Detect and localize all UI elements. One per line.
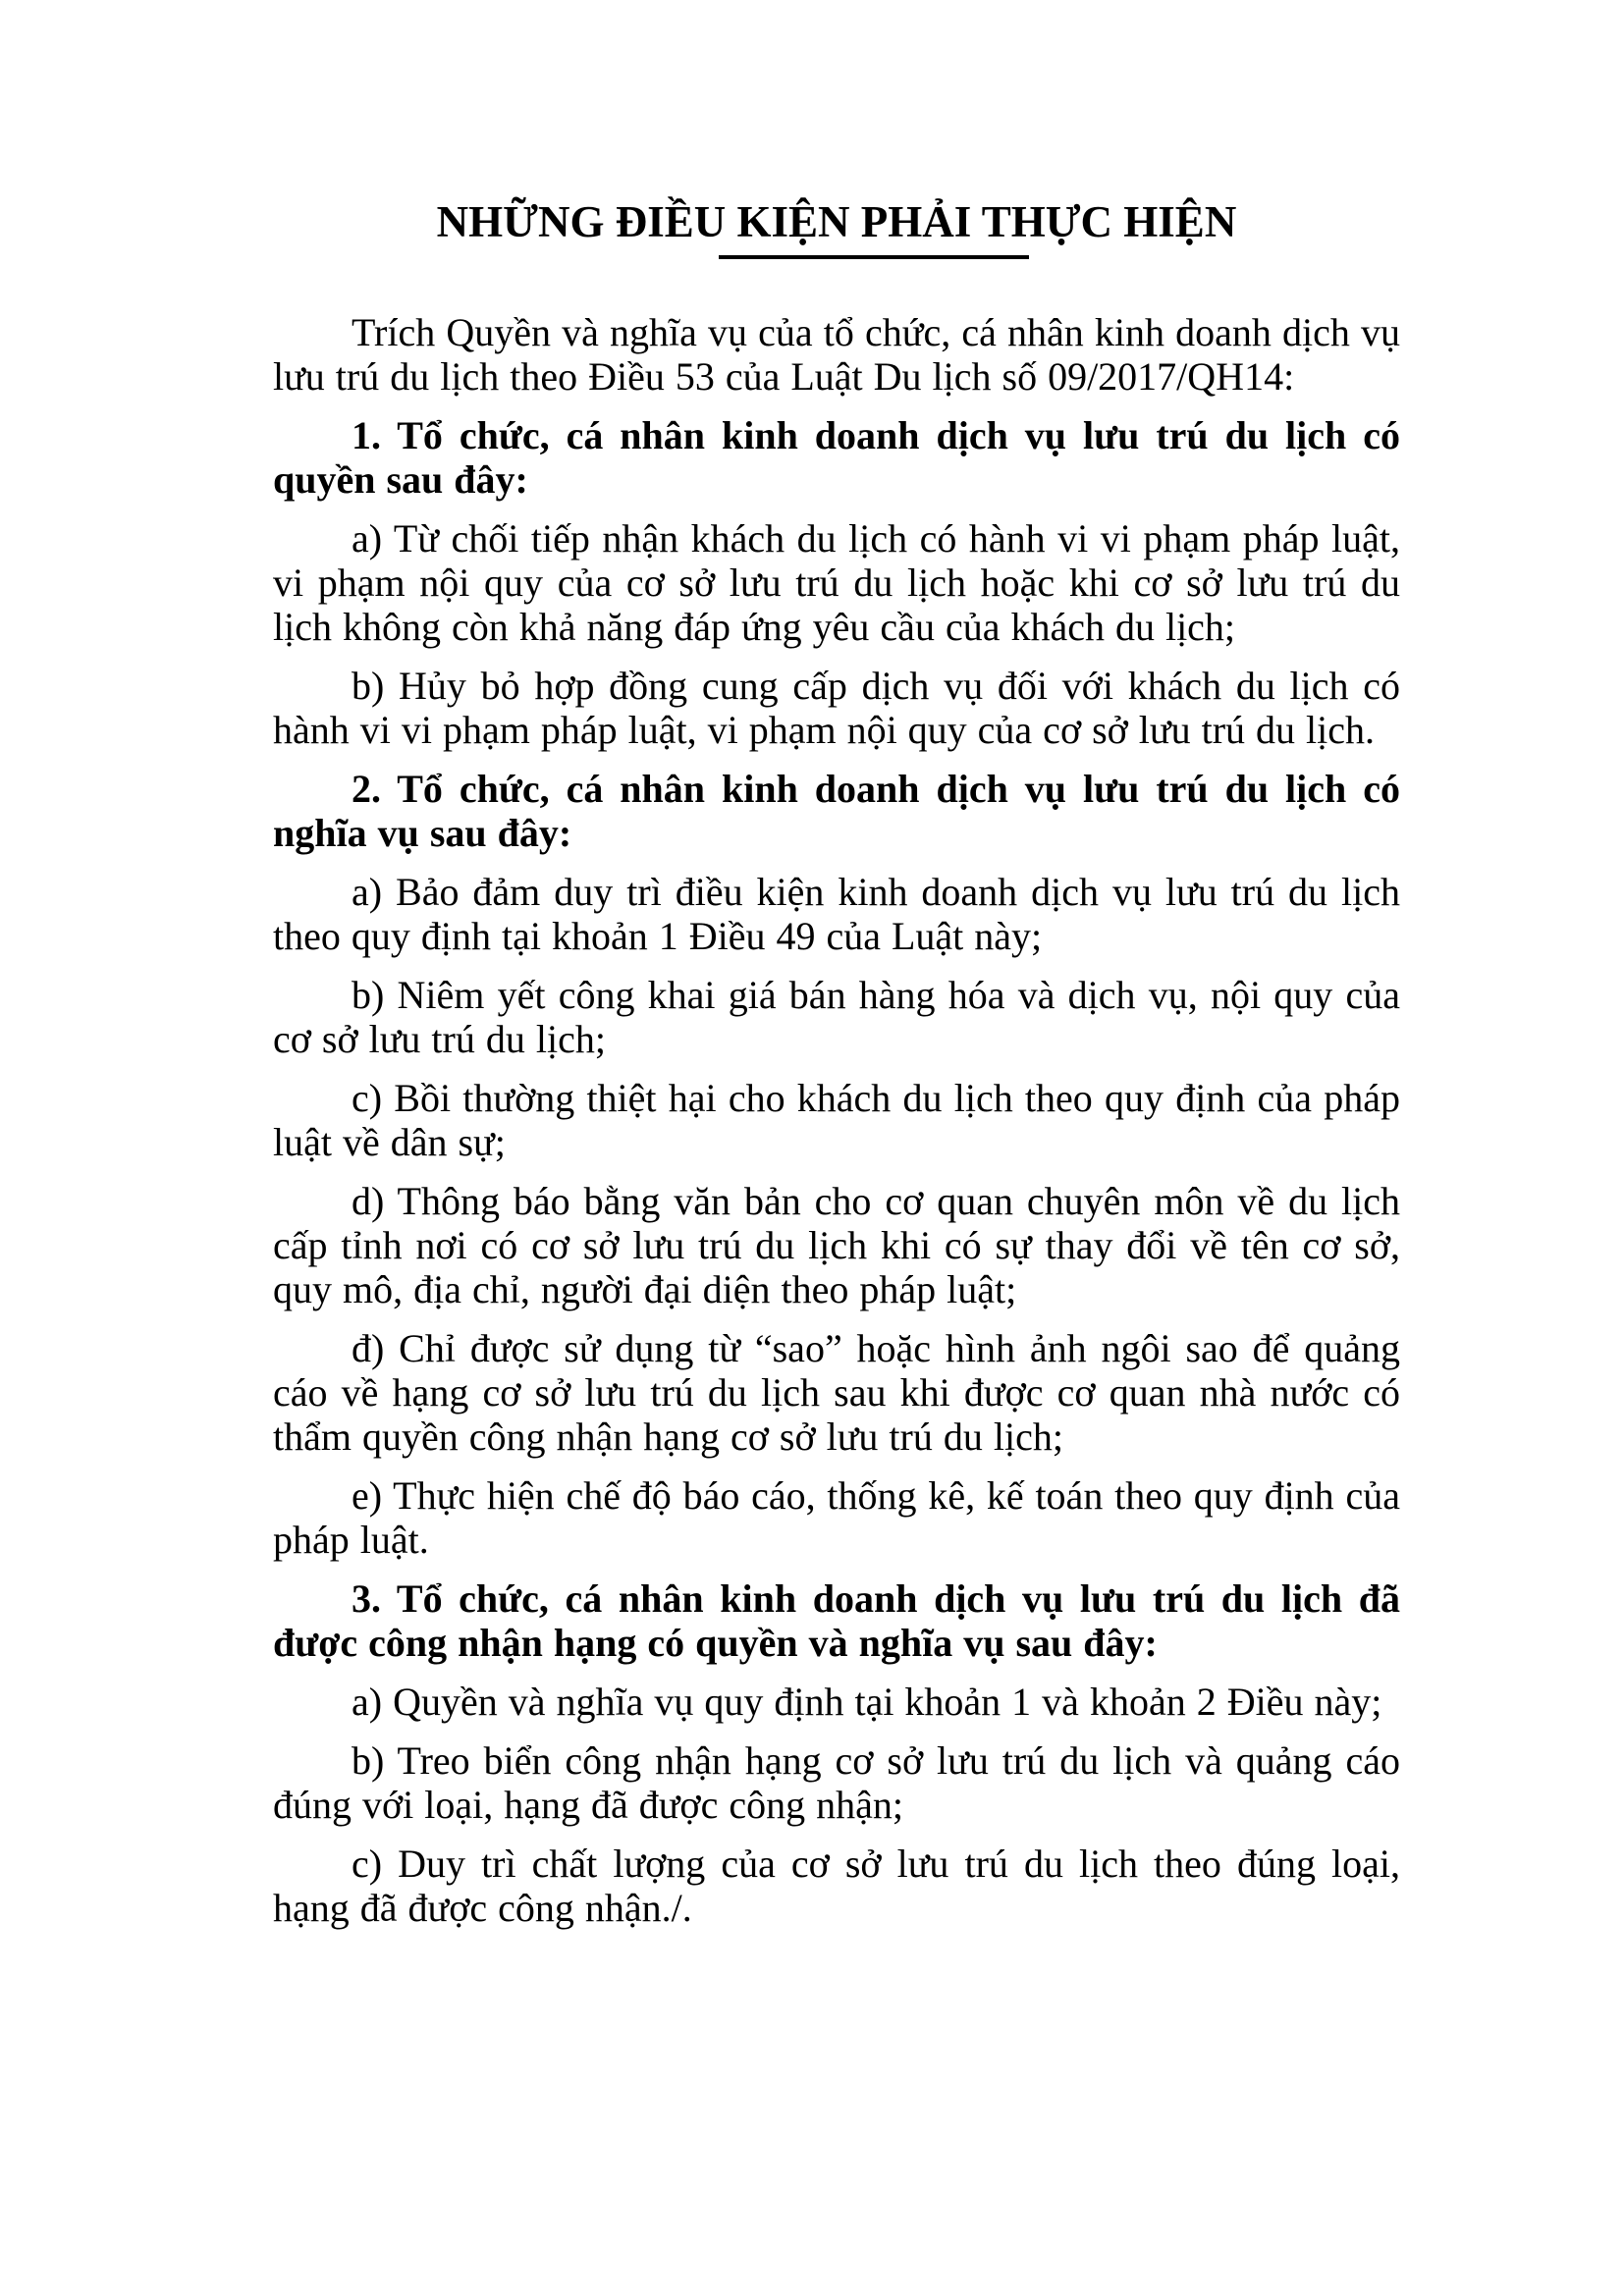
section-2-item-dd: đ) Chỉ được sử dụng từ “sao” hoặc hình ảnh ngôi sao để quảng cáo về hạng cơ sở lưu trú du lịch sau khi được cơ quan nhà nước có thẩm quyền công nhận hạng cơ sở lưu trú du lịch; bbox=[273, 1326, 1400, 1459]
section-3-item-c: c) Duy trì chất lượng của cơ sở lưu trú du lịch theo đúng loại, hạng đã được công nhận./. bbox=[273, 1842, 1400, 1930]
section-1-item-b: b) Hủy bỏ hợp đồng cung cấp dịch vụ đối với khách du lịch có hành vi vi phạm pháp luật, vi phạm nội quy của cơ sở lưu trú du lịch. bbox=[273, 664, 1400, 752]
intro-paragraph: Trích Quyền và nghĩa vụ của tổ chức, cá nhân kinh doanh dịch vụ lưu trú du lịch theo Điều 53 của Luật Du lịch số 09/2017/QH14: bbox=[273, 310, 1400, 399]
section-3-heading: 3. Tổ chức, cá nhân kinh doanh dịch vụ lưu trú du lịch đã được công nhận hạng có quyền và nghĩa vụ sau đây: bbox=[273, 1576, 1400, 1665]
title-underline-divider bbox=[719, 255, 1029, 259]
section-2-item-e: e) Thực hiện chế độ báo cáo, thống kê, kế toán theo quy định của pháp luật. bbox=[273, 1473, 1400, 1562]
section-2-item-c: c) Bồi thường thiệt hại cho khách du lịch theo quy định của pháp luật về dân sự; bbox=[273, 1076, 1400, 1164]
section-1-item-a: a) Từ chối tiếp nhận khách du lịch có hành vi vi phạm pháp luật, vi phạm nội quy của cơ sở lưu trú du lịch hoặc khi cơ sở lưu trú du lịch không còn khả năng đáp ứng yêu cầu của khách du lịch; bbox=[273, 516, 1400, 649]
section-3-item-a: a) Quyền và nghĩa vụ quy định tại khoản 1 và khoản 2 Điều này; bbox=[352, 1680, 1382, 1724]
section-3-item-b: b) Treo biển công nhận hạng cơ sở lưu trú du lịch và quảng cáo đúng với loại, hạng đã được công nhận; bbox=[273, 1738, 1400, 1827]
section-2-item-b: b) Niêm yết công khai giá bán hàng hóa và dịch vụ, nội quy của cơ sở lưu trú du lịch; bbox=[273, 973, 1400, 1061]
document-content bbox=[273, 196, 1400, 1945]
document-title: NHỮNG ĐIỀU KIỆN PHẢI THỰC HIỆN bbox=[436, 197, 1237, 246]
section-2-item-a: a) Bảo đảm duy trì điều kiện kinh doanh dịch vụ lưu trú du lịch theo quy định tại khoản 1 Điều 49 của Luật này; bbox=[273, 870, 1400, 958]
section-2-item-d: d) Thông báo bằng văn bản cho cơ quan chuyên môn về du lịch cấp tỉnh nơi có cơ sở lưu trú du lịch khi có sự thay đổi về tên cơ sở, quy mô, địa chỉ, người đại diện theo pháp luật; bbox=[273, 1179, 1400, 1311]
section-2-heading: 2. Tổ chức, cá nhân kinh doanh dịch vụ lưu trú du lịch có nghĩa vụ sau đây: bbox=[273, 767, 1400, 855]
section-1-heading: 1. Tổ chức, cá nhân kinh doanh dịch vụ lưu trú du lịch có quyền sau đây: bbox=[273, 413, 1400, 502]
